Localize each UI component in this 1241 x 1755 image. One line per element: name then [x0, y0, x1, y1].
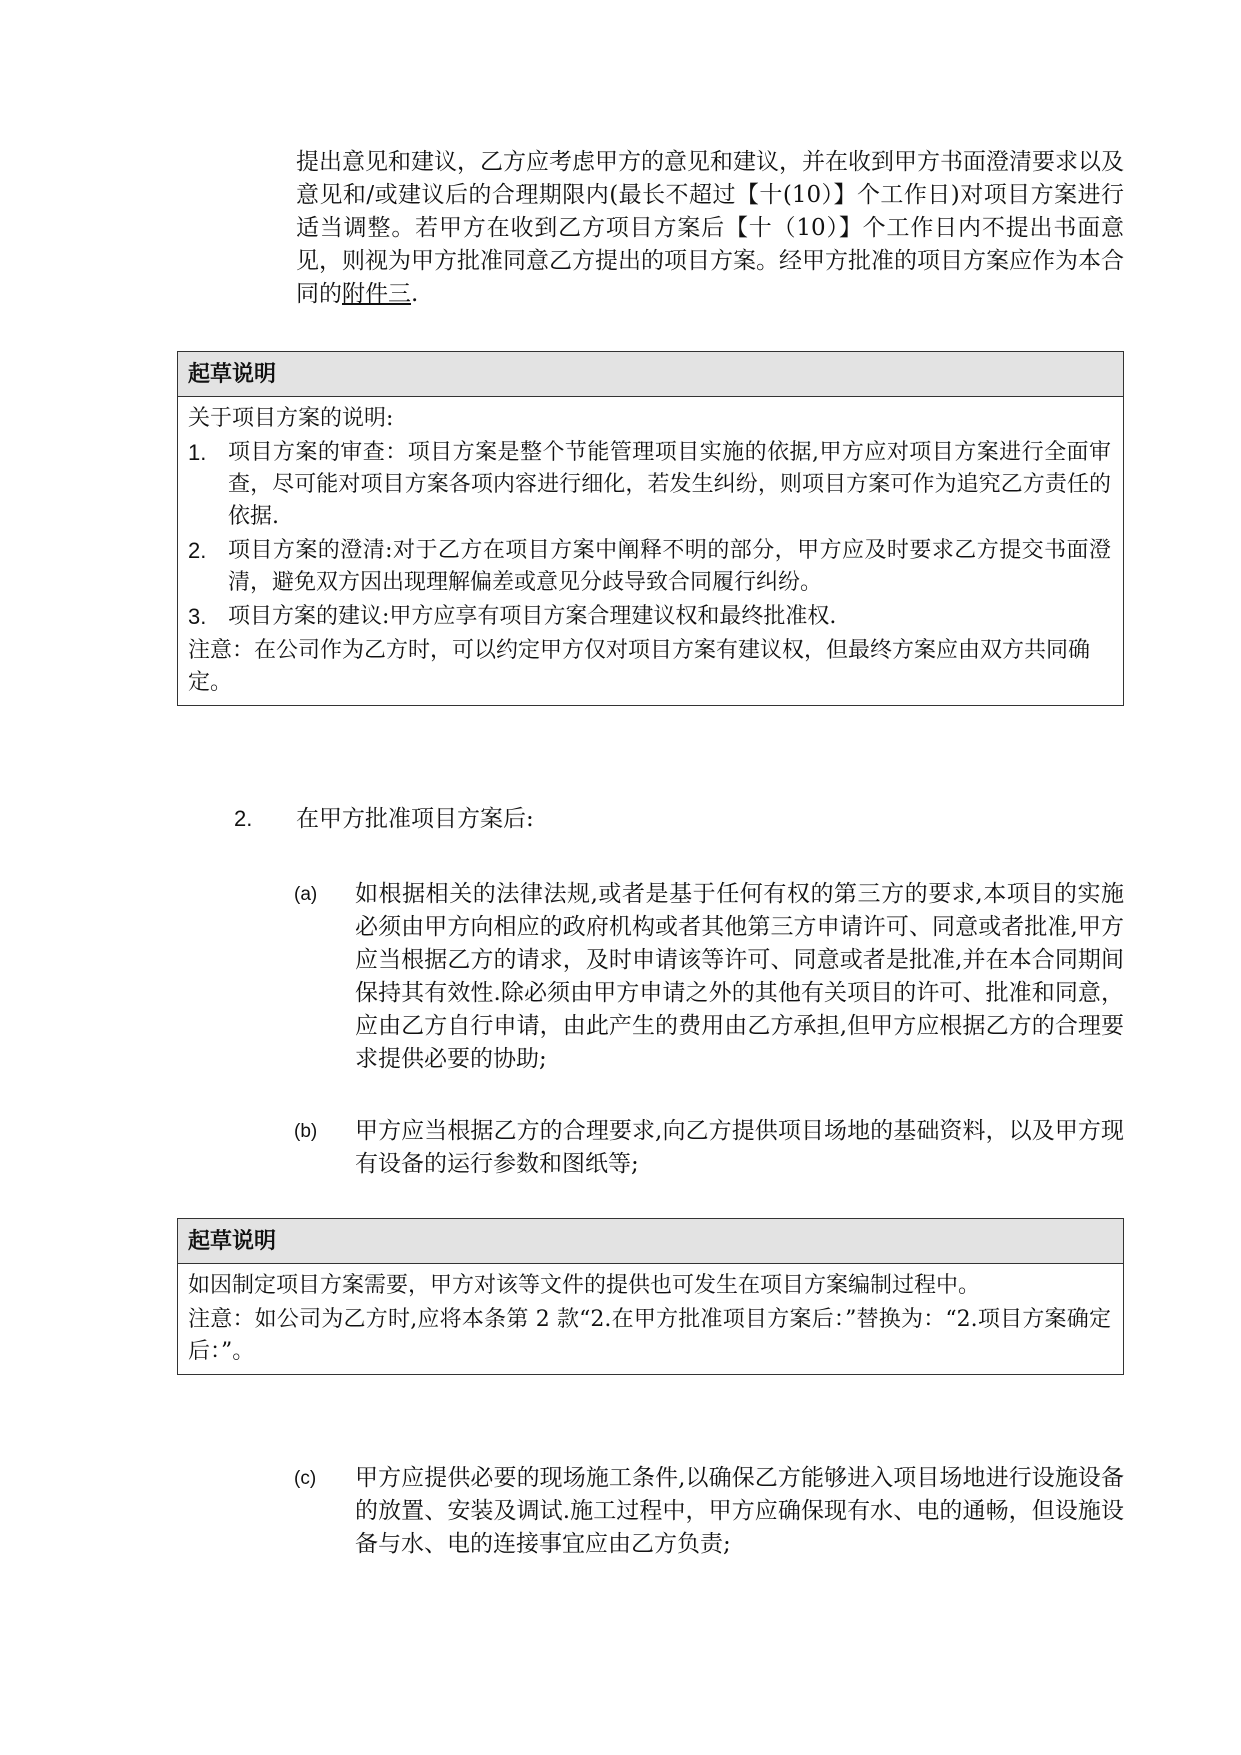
clause-heading: 在甲方批准项目方案后:: [296, 806, 534, 832]
list-item-number: 1.: [188, 440, 207, 465]
subclause-label-b: (b): [294, 1121, 318, 1142]
list-item-number: 2.: [188, 538, 207, 563]
list-item-text: 项目方案的澄清:对于乙方在项目方案中阐释不明的部分，甲方应及时要求乙方提交书面澄清，避免双方因出现理解偏差或意见分歧导致合同履行纠纷。: [228, 538, 1111, 595]
drafting-note-title: 起草说明: [178, 1219, 1123, 1264]
subclause-label-c: (c): [294, 1468, 317, 1489]
appendix-three-link[interactable]: 附件三: [342, 281, 411, 307]
subclause-b-text: 甲方应当根据乙方的合理要求,向乙方提供项目场地的基础资料，以及甲方现有设备的运行参数和图纸等;: [355, 1118, 1124, 1177]
drafting-note-footer: 注意：在公司作为乙方时，可以约定甲方仅对项目方案有建议权，但最终方案应由双方共同确定。: [188, 638, 1091, 695]
list-item-number: 3.: [188, 604, 207, 629]
intro-paragraph: [296, 146, 1124, 311]
drafting-note-intro: 关于项目方案的说明:: [188, 406, 394, 431]
list-item-text: 项目方案的审查：项目方案是整个节能管理项目实施的依据,甲方应对项目方案进行全面审查，尽可能对项目方案各项内容进行细化，若发生纠纷，则项目方案可作为追究乙方责任的依据.: [228, 440, 1111, 529]
list-item: [188, 437, 1111, 533]
drafting-note-line: 如因制定项目方案需要，甲方对该等文件的提供也可发生在项目方案编制过程中。: [188, 1273, 981, 1298]
drafting-note-project-plan: [177, 351, 1124, 706]
clause-number: 2.: [234, 806, 253, 831]
list-item: [188, 535, 1111, 599]
drafting-note-footer: 注意：如公司为乙方时,应将本条第 2 款“2.在甲方批准项目方案后：”替换为：“2.项目方案确定后：”。: [188, 1307, 1111, 1364]
drafting-note-title: 起草说明: [178, 352, 1123, 397]
intro-text: 提出意见和建议，乙方应考虑甲方的意见和建议，并在收到甲方书面澄清要求以及意见和/或建议后的合理期限内(最长不超过【十(10）】个工作日)对项目方案进行适当调整。若甲方在收到乙方项目方案后【十（10）】个工作日内不提出书面意见，则视为甲方批准同意乙方提出的项目方案。经甲方批准的项目方案应作为本合同的: [296, 149, 1124, 307]
list-item: [188, 601, 1111, 633]
subclause-label-a: (a): [294, 884, 318, 905]
subclause-a-text: 如根据相关的法律法规,或者是基于任何有权的第三方的要求,本项目的实施必须由甲方向相应的政府机构或者其他第三方申请许可、同意或者批准,甲方应当根据乙方的请求，及时申请该等许可、同意或者是批准,并在本合同期间保持其有效性.除必须由甲方申请之外的其他有关项目的许可、批准和同意，应由乙方自行申请，由此产生的费用由乙方承担,但甲方应根据乙方的合理要求提供必要的协助;: [355, 881, 1124, 1072]
intro-text-end: .: [411, 281, 419, 307]
subclause-c-text: 甲方应提供必要的现场施工条件,以确保乙方能够进入项目场地进行设施设备的放置、安装及调试.施工过程中，甲方应确保现有水、电的通畅，但设施设备与水、电的连接事宜应由乙方负责;: [355, 1465, 1124, 1557]
list-item-text: 项目方案的建议:甲方应享有项目方案合理建议权和最终批准权.: [228, 604, 837, 629]
drafting-note-documents: [177, 1218, 1124, 1375]
